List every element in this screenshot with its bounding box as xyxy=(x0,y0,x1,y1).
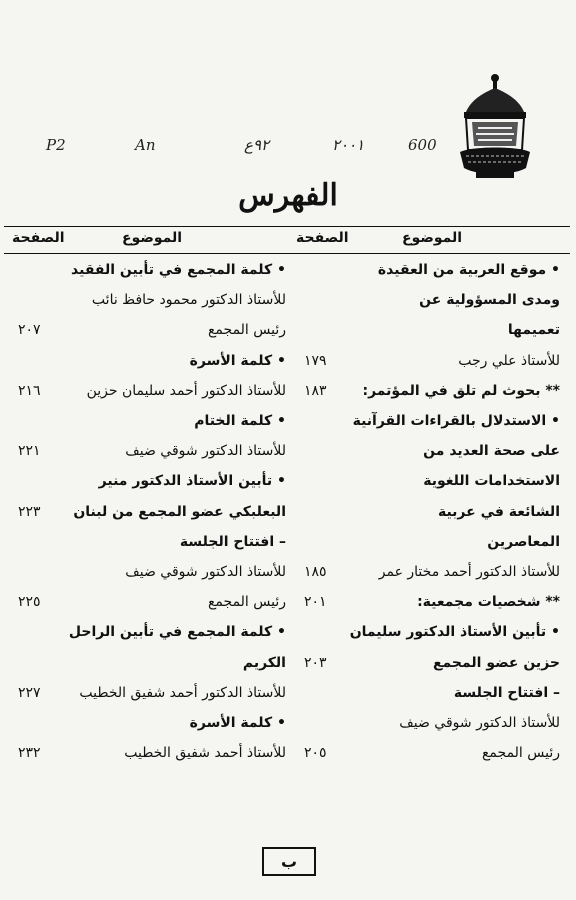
academy-emblem xyxy=(452,72,538,182)
page-number: ب xyxy=(262,847,316,876)
index-entry: الكريم xyxy=(242,654,286,671)
entry-page-number: ١٨٥ xyxy=(304,564,327,580)
entry-page-number: ١٧٩ xyxy=(304,352,327,369)
index-entry: رئيس المجمع xyxy=(207,322,286,339)
index-entry: للأستاذ الدكتور شوقي ضيف xyxy=(125,443,286,460)
index-entry: تعميمها xyxy=(507,322,560,339)
index-entry: ** بحوث لم تلق في المؤتمر: xyxy=(362,382,560,399)
index-entry: للأستاذ أحمد شفيق الخطيب xyxy=(124,745,286,762)
index-entry: • الاستدلال بالقراءات القرآنية xyxy=(352,413,560,429)
entry-page-number: ٢٣٢ xyxy=(18,745,41,762)
handwritten-mark: 600 xyxy=(408,136,437,154)
header-page-right: الصفحة xyxy=(296,230,349,246)
entry-page-number: ٢١٦ xyxy=(18,382,41,399)
entry-page-number: ٢٠٥ xyxy=(304,745,327,762)
entry-page-number: ٢٢١ xyxy=(18,443,41,460)
index-entry: للأستاذ الدكتور محمود حافظ نائب xyxy=(91,292,286,309)
index-entry: الشائعة في عربية xyxy=(437,503,560,520)
index-entry: • تأبين الأستاذ الدكتور سليمان xyxy=(349,624,560,641)
handwritten-mark: An xyxy=(135,136,156,154)
index-entry: رئيس المجمع xyxy=(481,745,560,762)
index-entry: البعلبكي عضو المجمع من لبنان xyxy=(73,503,286,520)
index-entry: • كلمة الختام xyxy=(194,413,286,429)
index-entry: للأستاذ الدكتور أحمد مختار عمر xyxy=(378,564,560,580)
index-entry: ** شخصيات مجمعية: xyxy=(417,594,560,611)
index-entry: للأستاذ الدكتور أحمد شفيق الخطيب xyxy=(79,684,286,701)
table-header xyxy=(4,226,570,254)
index-entry: الاستخدامات اللغوية xyxy=(423,473,560,490)
index-entry: حزين عضو المجمع xyxy=(432,654,560,671)
handwritten-mark: ٩٢ع xyxy=(244,136,270,154)
index-entry: • كلمة المجمع في تأبين الفقيد xyxy=(71,262,286,278)
entry-page-number: ٢٢٥ xyxy=(18,594,41,611)
index-entry: للأستاذ الدكتور شوقي ضيف xyxy=(399,715,560,731)
entry-page-number: ١٨٣ xyxy=(304,382,327,399)
entry-page-number: ٢٠٧ xyxy=(18,322,41,339)
index-entry: رئيس المجمع xyxy=(207,594,286,611)
page-title: الفهرس xyxy=(238,178,338,213)
handwritten-mark: P2 xyxy=(46,136,66,154)
index-entry: • تأبين الأستاذ الدكتور منير xyxy=(98,473,286,490)
index-entry: • كلمة الأسرة xyxy=(189,352,286,369)
entry-page-number: ٢٢٧ xyxy=(18,684,41,701)
index-entry: – افتتاح الجلسة xyxy=(453,684,560,701)
index-entry: • موقع العربية من العقيدة xyxy=(377,262,560,278)
index-entry: للأستاذ علي رجب xyxy=(458,352,560,369)
entry-page-number: ٢٢٣ xyxy=(18,503,41,520)
entry-page-number: ٢٠٣ xyxy=(304,654,327,671)
header-page-left: الصفحة xyxy=(12,230,65,246)
index-entry: – افتتاح الجلسة xyxy=(179,533,286,550)
header-topic-left: الموضوع xyxy=(122,230,183,246)
handwritten-mark: ٢٠٠١ xyxy=(332,136,365,154)
index-entry: المعاصرين xyxy=(487,533,560,550)
index-entry: • كلمة الأسرة xyxy=(189,715,286,731)
header-topic-right: الموضوع xyxy=(402,230,463,246)
index-entry: للأستاذ الدكتور أحمد سليمان حزين xyxy=(86,382,286,399)
entry-page-number: ٢٠١ xyxy=(304,594,327,611)
index-entry: على صحة العديد من xyxy=(423,443,560,460)
index-entry: للأستاذ الدكتور شوقي ضيف xyxy=(125,564,286,580)
index-entry: ومدى المسؤولية عن xyxy=(419,292,560,309)
index-entry: • كلمة المجمع في تأبين الراحل xyxy=(68,624,286,641)
